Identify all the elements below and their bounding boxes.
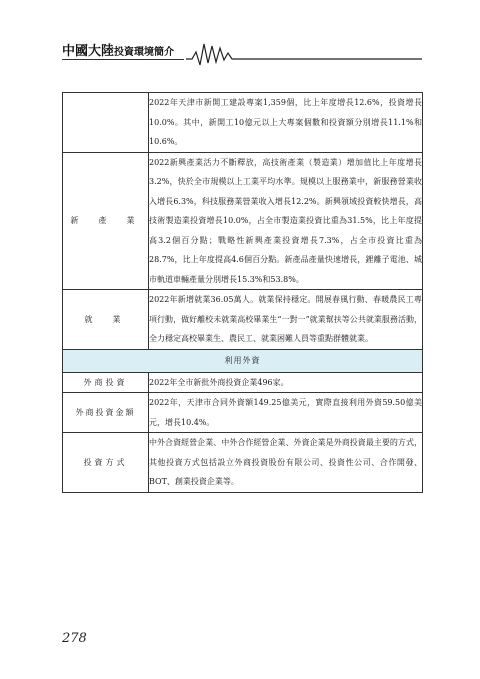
header-wave-icon [186,36,422,66]
row-text: 2022年新增就業36.05萬人。就業保持穩定。開展春風行動、春暖農民工專項行動，做好離校未就業高校畢業生“一對一”就業幫扶等公共就業服務活動，全力穩定高校畢業生、農民工、就業困難人員等重點群體就業。 [149,290,423,350]
table-row [63,433,423,493]
row-label: 外商投資金額 [63,393,149,433]
page-header [62,36,422,66]
section-header: 利用外資 [63,349,423,372]
row-label: 外商投資 [63,372,149,393]
row-label [63,93,149,153]
row-label: 就 業 [63,290,149,350]
header-rule [62,59,184,60]
header-title-small: 投資環境簡介 [114,47,175,58]
row-text: 2022新興產業活力不斷釋放，高技術產業（製造業）增加值比上年度增長3.2%，快於全市規模以上工業平均水準。規模以上服務業中，新服務營業收入增長6.3%，科技服務業營業收入增長12.2%。新興領域投資較快增長，高技術製造業投資增長10.0%，占全市製造業投資比重為31.5%，比上年度提高3.2個百分點；戰略性新興產業投資增長7.3%，占全市投資比重為28.7%，比上年度提高4.6個百分點。新產品產量快速增長，鋰離子電池、城市軌道車輛產量分別增長15.3%和53.8%。 [149,152,423,290]
investment-table [62,92,423,493]
section-header-row [63,349,423,372]
table-row [63,372,423,393]
table-row [63,393,423,433]
row-label: 新 產 業 [63,152,149,290]
table-row [63,290,423,350]
row-text: 中外合資經營企業、中外合作經營企業、外資企業是外商投資最主要的方式，其他投資方式包括設立外商投資股份有限公司、投資性公司、合作開發、BOT、創業投資企業等。 [149,433,423,493]
page-number: 278 [62,631,87,646]
row-text: 2022年，天津市合同外資額149.25億美元，實際直接利用外資59.50億美元，增長10.4%。 [149,393,423,433]
row-text: 2022年天津市新開工建設專案1,359個，比上年度增長12.6%，投資增長10.0%。其中，新開工10億元以上大專案個數和投資額分別增長11.1%和10.6%。 [149,93,423,153]
header-title [62,40,174,59]
table-row [63,152,423,290]
table-row [63,93,423,153]
row-text: 2022年全市新批外商投資企業496家。 [149,372,423,393]
row-label: 投資方式 [63,433,149,493]
header-title-big: 中國大陸 [62,44,115,59]
